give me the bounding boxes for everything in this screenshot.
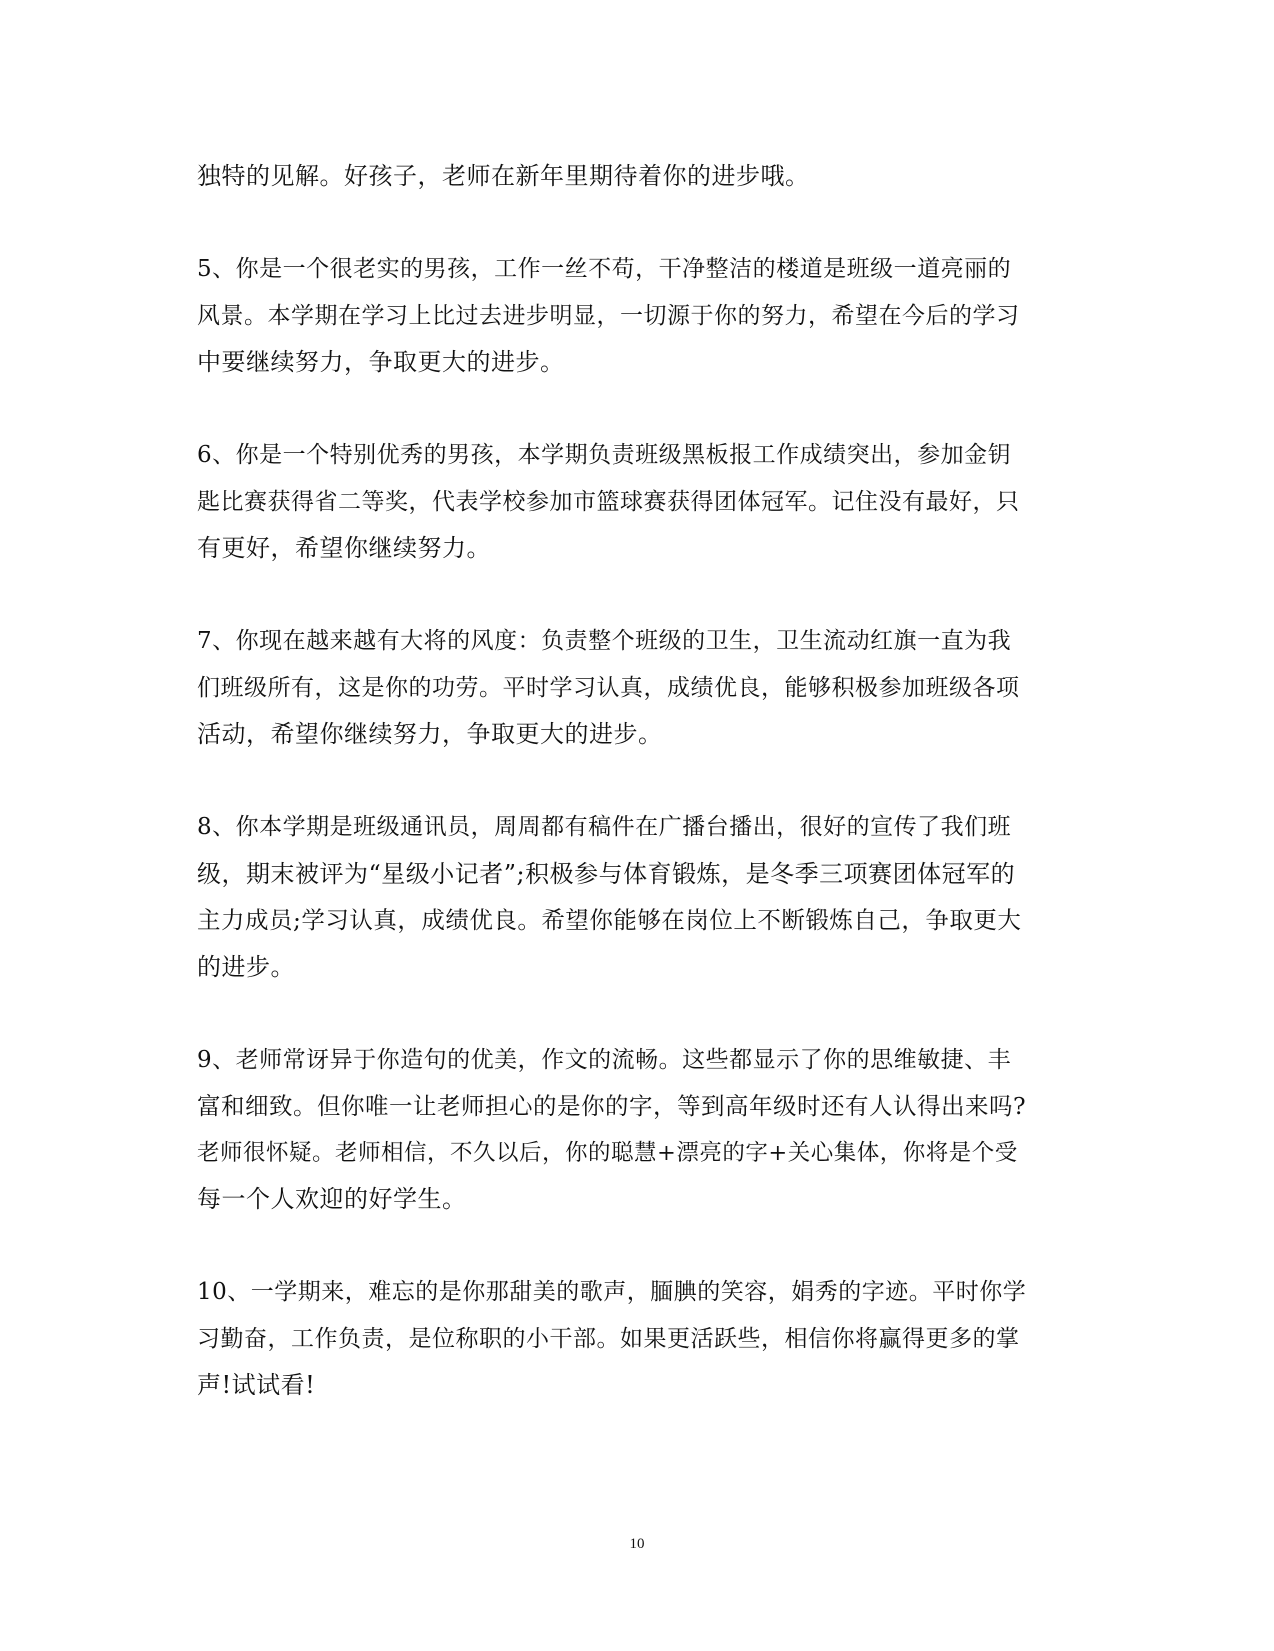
paragraph-line: 富和细致。但你唯一让老师担心的是你的字，等到高年级时还有人认得出来吗? [197, 1092, 1027, 1120]
paragraph-line: 6、你是一个特别优秀的男孩，本学期负责班级黑板报工作成绩突出，参加金钥 [197, 442, 1012, 468]
paragraph-line: 老师很怀疑。老师相信，不久以后，你的聪慧+漂亮的字+关心集体，你将是个受 [197, 1140, 1018, 1166]
paragraph-line: 主力成员;学习认真，成绩优良。希望你能够在岗位上不断锻炼自己，争取更大 [197, 906, 1022, 934]
page-number: 10 [629, 1536, 645, 1552]
paragraph-line: 9、老师常讶异于你造句的优美，作文的流畅。这些都显示了你的思维敏捷、丰 [197, 1047, 1012, 1073]
paragraph-line: 匙比赛获得省二等奖，代表学校参加市篮球赛获得团体冠军。记住没有最好，只 [197, 489, 1020, 515]
paragraph-line: 有更好，希望你继续努力。 [197, 534, 491, 562]
paragraph-line: 活动，希望你继续努力，争取更大的进步。 [197, 720, 663, 748]
paragraph-line: 们班级所有，这是你的功劳。平时学习认真，成绩优良，能够积极参加班级各项 [197, 675, 1020, 701]
paragraph-line: 习勤奋，工作负责，是位称职的小干部。如果更活跃些，相信你将赢得更多的掌 [197, 1326, 1020, 1352]
paragraph-line: 独特的见解。好孩子，老师在新年里期待着你的进步哦。 [197, 162, 810, 190]
paragraph-line: 8、你本学期是班级通讯员，周周都有稿件在广播台播出，很好的宣传了我们班 [197, 814, 1012, 840]
paragraph-line: 10、一学期来，难忘的是你那甜美的歌声，腼腆的笑容，娟秀的字迹。平时你学 [197, 1279, 1027, 1305]
paragraph-line: 7、你现在越来越有大将的风度：负责整个班级的卫生，卫生流动红旗一直为我 [197, 628, 1012, 654]
paragraph-line: 5、你是一个很老实的男孩，工作一丝不苟，干净整洁的楼道是班级一道亮丽的 [197, 256, 1012, 282]
paragraph-line: 的进步。 [197, 953, 295, 981]
paragraph-line: 声!试试看! [197, 1371, 316, 1399]
paragraph-line: 级，期末被评为“星级小记者”;积极参与体育锻炼，是冬季三项赛团体冠军的 [197, 860, 1016, 888]
paragraph-line: 每一个人欢迎的好学生。 [197, 1185, 467, 1213]
paragraph-line: 风景。本学期在学习上比过去进步明显，一切源于你的努力，希望在今后的学习 [197, 303, 1020, 329]
paragraph-line: 中要继续努力，争取更大的进步。 [197, 348, 565, 376]
